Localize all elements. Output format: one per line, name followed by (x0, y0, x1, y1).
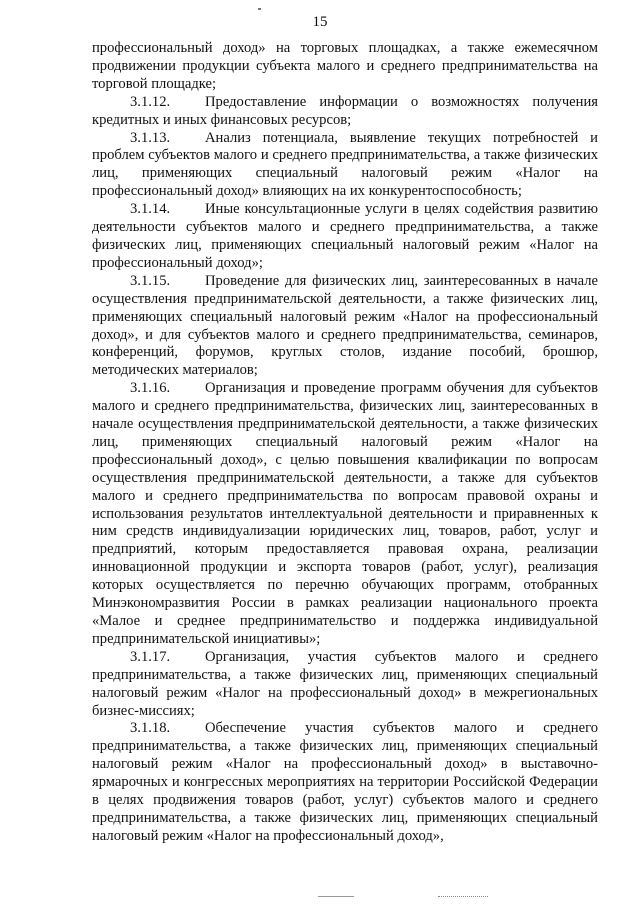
clause-text: Проведение для физических лиц, заинтересованных в начале осуществления предпринимательской деятельности, а также физических лиц, применяющих специальный налоговый режим «Налог на профессиональный доход», и для субъектов малого и среднего предпринимательства, семинаров, конференций, форумов, круглых столов, издание пособий, брошюр, методических материалов; (92, 272, 598, 379)
scan-mark-top (258, 8, 261, 10)
clause-number: 3.1.14. (130, 201, 171, 218)
clause-text: Анализ потенциала, выявление текущих потребностей и проблем субъектов малого и среднего предпринимательства, а также физических лиц, применяющих специальный налоговый режим «Налог на профессиональный доход» влияющих на их конкурентоспособность; (92, 129, 598, 200)
clause-text: Обеспечение участия субъектов малого и среднего предпринимательства, а также физических лиц, применяющих специальный налоговый режим «Налог на профессиональный доход» в выставочно-ярмарочных и конгрессных мероприятиях на территории Российской Федерации в целях продвижения товаров (работ, услуг) субъектов малого и среднего предпринимательства, а также физических лиц, применяющих специальный налоговый режим «Налог на профессиональный доход», (92, 720, 598, 844)
clause-3-1-16 (92, 380, 598, 649)
clause-3-1-17 (92, 649, 598, 721)
clause-number: 3.1.13. (130, 129, 171, 146)
clause-number: 3.1.12. (130, 93, 171, 110)
page-number: 15 (312, 14, 328, 30)
intro-paragraph: профессиональный доход» на торговых площадках, а также ежемесячном продвижении продукции субъекта малого и среднего предпринимательства на торговой площадке; (92, 40, 598, 92)
clause-3-1-13 (92, 130, 598, 202)
clause-text: Организация и проведение программ обучения для субъектов малого и среднего предпринимательства, физических лиц, заинтересованных в начале осуществления предпринимательской деятельности, а также физических лиц, применяющих специальный налоговый режим «Налог на профессиональный доход», с целью повышения квалификации по вопросам осуществления предпринимательской деятельности, а также для субъектов малого и среднего предпринимательства по вопросам правовой охраны и использования результатов интеллектуальной деятельности и приравненных к ним средств индивидуализации юридических лиц, товаров, работ, услуг и предприятий, которым предоставляется правовая охрана, реализации инновационной продукции и экспорта товаров (работ, услуг), реализация которых осуществляется по перечню обучающих программ, отобранных Минэкономразвития России в рамках реализации национального проекта «Малое и среднее предпринимательство и поддержка индивидуальной предпринимательской инициативы»; (92, 380, 598, 647)
scan-mark-bottom-right (438, 896, 488, 898)
clause-number: 3.1.17. (130, 648, 171, 665)
document-body (92, 40, 598, 846)
clause-number: 3.1.15. (130, 272, 171, 289)
clause-3-1-18 (92, 720, 598, 845)
clause-3-1-15 (92, 273, 598, 380)
clause-number: 3.1.16. (130, 380, 171, 397)
scan-mark-bottom-left (318, 896, 354, 897)
clause-text: Предоставление информации о возможностях получения кредитных и иных финансовых ресурсов; (92, 93, 598, 128)
clause-text: Иные консультационные услуги в целях содействия развитию деятельности субъектов малого и среднего предпринимательства, а также физических лиц, применяющих специальный налоговый режим «Налог на профессиональный доход»; (92, 201, 598, 271)
clause-number: 3.1.18. (130, 720, 171, 737)
clause-text: Организация, участия субъектов малого и среднего предпринимательства, а также физических лиц, применяющих специальный налоговый режим «Налог на профессиональный доход» в межрегиональных бизнес-миссиях; (92, 648, 598, 719)
clause-3-1-14 (92, 201, 598, 273)
clause-3-1-12 (92, 94, 598, 130)
